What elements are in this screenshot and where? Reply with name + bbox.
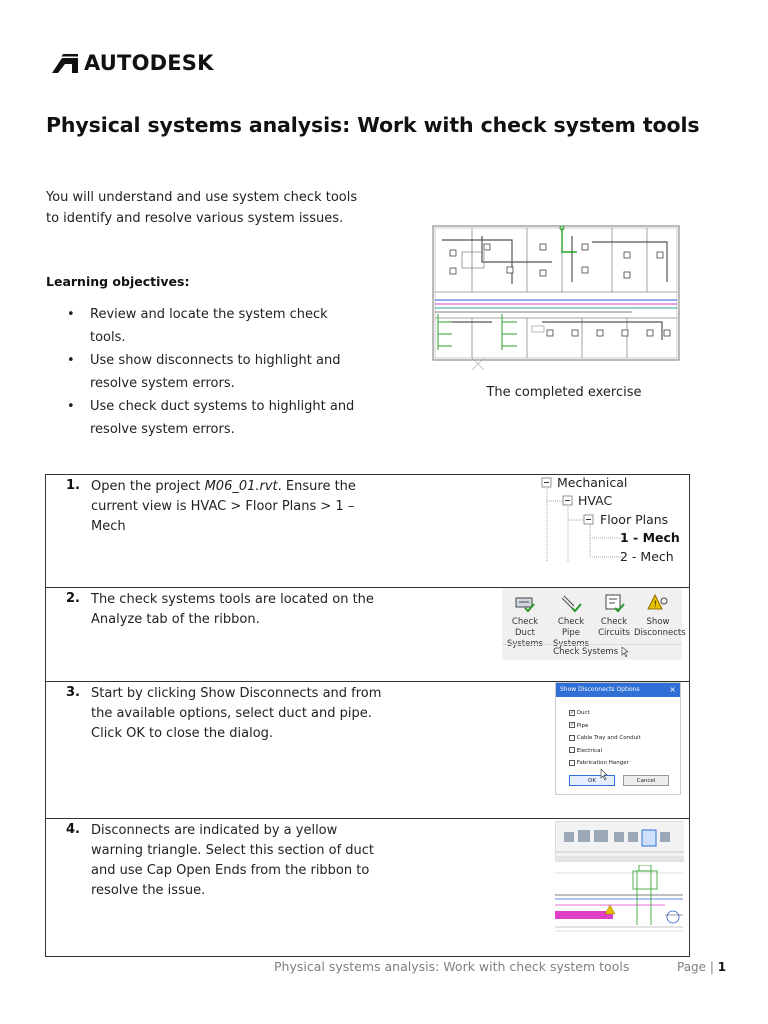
checkbox-checked-icon[interactable]: ✓: [570, 722, 575, 728]
option-electrical[interactable]: [569, 745, 641, 758]
project-browser-tree: [538, 475, 688, 565]
page-number: [677, 960, 726, 974]
intro-line: You will understand and use system check tools: [46, 190, 358, 205]
footer-text: Physical systems analysis: Work with check system tools: [274, 959, 630, 974]
ribbon-tools-icon: [556, 822, 684, 862]
objective-item: [46, 303, 366, 349]
step-number: 4.: [66, 822, 80, 837]
step-number: 2.: [66, 591, 80, 606]
cancel-button[interactable]: Cancel: [623, 775, 669, 786]
button-label: Check Pipe: [557, 617, 585, 638]
check-circuits-button[interactable]: [594, 593, 634, 639]
step-text: Start by clicking Show Disconnects and from the available options, select duct and pipe. Click OK to close the dialog.: [91, 686, 382, 741]
page-title: Physical systems analysis: Work with check system tools: [46, 113, 700, 137]
page-label: Page |: [677, 960, 718, 974]
page-num: 1: [717, 960, 727, 974]
button-label: Disconnects: [634, 628, 686, 638]
objective-text: • Review and locate the system check: [90, 307, 328, 322]
panel-title: Check Systems: [553, 647, 619, 657]
autodesk-a-icon: [52, 53, 78, 73]
option-fabrication-hanger[interactable]: [569, 757, 641, 770]
step-row-1: [46, 475, 689, 587]
show-disconnects-dialog: [555, 682, 681, 795]
objective-text: resolve system errors.: [90, 376, 235, 391]
checkbox-icon[interactable]: [569, 760, 575, 766]
cursor-icon: [600, 769, 610, 781]
dialog-title-bar: [556, 683, 680, 697]
svg-text:!: !: [653, 600, 658, 610]
ribbon-modify-screenshot: [555, 821, 683, 861]
duct-drawing-icon: [555, 865, 683, 939]
objective-text: resolve system errors.: [90, 422, 235, 437]
checkbox-icon[interactable]: [569, 735, 575, 741]
intro-line: to identify and resolve various system issues.: [46, 211, 344, 226]
step-text: [91, 477, 391, 537]
check-pipe-systems-button[interactable]: [550, 593, 592, 650]
objective-text: tools.: [90, 330, 126, 345]
step-number: 1.: [66, 478, 80, 493]
tree-item-1-mech[interactable]: 1 - Mech: [620, 530, 680, 545]
intro-paragraph: [46, 187, 376, 229]
ribbon-panel-label: [502, 644, 682, 660]
floor-plan-image: [432, 222, 682, 370]
tree-item-hvac[interactable]: HVAC: [578, 493, 613, 508]
button-label: Systems: [506, 639, 544, 649]
tree-item-floor-plans[interactable]: Floor Plans: [600, 512, 669, 527]
option-label: Fabrication Hanger: [576, 760, 629, 766]
objectives-list: [46, 303, 366, 441]
duct-section-screenshot: [555, 865, 683, 939]
step-row-4: [46, 818, 689, 958]
step-text-part: . Ensure the current view is HVAC > Floor Plans > 1 – Mech: [91, 479, 356, 534]
step-text: The check systems tools are located on the Analyze tab of the ribbon.: [91, 592, 374, 627]
checkbox-icon[interactable]: [569, 747, 575, 753]
step-text: Disconnects are indicated by a yellow warning triangle. Select this section of duct and use Cap Open Ends from the ribbon to resolve the issue.: [91, 823, 375, 898]
button-label: Show: [646, 617, 670, 627]
tree-item-2-mech[interactable]: 2 - Mech: [620, 549, 674, 564]
option-duct[interactable]: [569, 707, 641, 720]
button-label: Systems: [552, 639, 590, 649]
option-label: Duct: [576, 710, 590, 716]
project-filename: M06_01.rvt: [204, 479, 278, 494]
step-row-2: [46, 587, 689, 681]
step-row-3: [46, 681, 689, 818]
ok-button[interactable]: OK: [569, 775, 615, 786]
option-pipe[interactable]: [569, 720, 641, 733]
option-label: Cable Tray and Conduit: [576, 735, 641, 741]
button-label: Check: [600, 617, 628, 627]
duct-check-icon: [514, 593, 536, 613]
autodesk-logo: [52, 52, 214, 74]
brand-name: AUTODESK: [84, 51, 214, 75]
cursor-icon: [621, 647, 631, 657]
button-label: Check Duct: [511, 617, 539, 638]
objective-text: • Use check duct systems to highlight and: [90, 399, 355, 414]
circuit-check-icon: [603, 593, 625, 613]
objective-text: • Use show disconnects to highlight and: [90, 353, 341, 368]
ribbon-check-systems-panel: [502, 588, 686, 660]
objective-item: [46, 349, 366, 395]
button-label: Circuits: [598, 628, 630, 638]
figure-caption: The completed exercise: [486, 385, 642, 400]
close-icon[interactable]: ×: [669, 685, 676, 694]
option-label: Pipe: [576, 722, 589, 729]
check-duct-systems-button[interactable]: [504, 593, 546, 650]
pipe-check-icon: [560, 593, 582, 613]
objectives-heading: Learning objectives:: [46, 274, 190, 289]
option-label: Electrical: [576, 747, 603, 754]
objective-item: [46, 395, 366, 441]
warning-triangle-icon: [647, 593, 669, 613]
steps-table: [45, 474, 690, 957]
tree-item-mechanical[interactable]: Mechanical: [557, 475, 628, 490]
show-disconnects-button[interactable]: [634, 593, 686, 639]
dialog-title: Show Disconnects Options: [560, 686, 640, 693]
option-cable-tray[interactable]: [569, 732, 641, 745]
checkbox-checked-icon[interactable]: ✓: [570, 709, 575, 716]
step-number: 3.: [66, 685, 80, 700]
dialog-options: [569, 707, 641, 770]
step-text-part: Open the project: [91, 479, 205, 494]
